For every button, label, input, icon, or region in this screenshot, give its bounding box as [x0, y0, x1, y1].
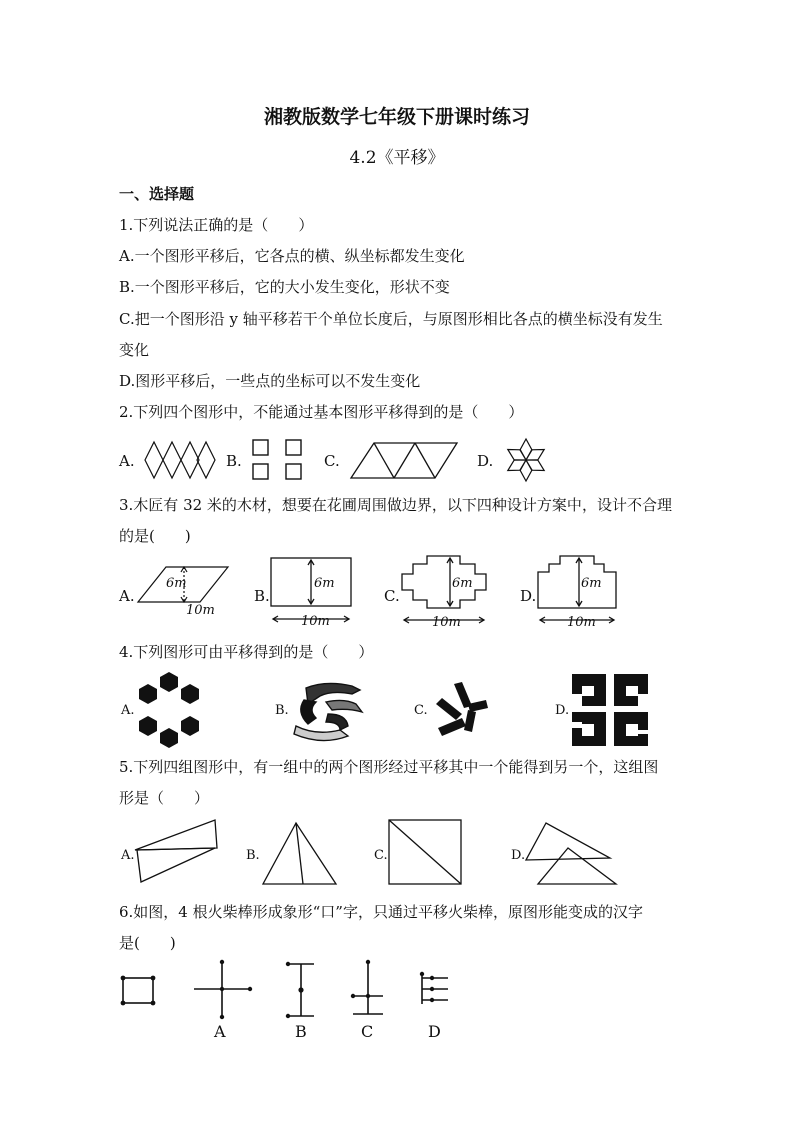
- q5-label-d: D.: [511, 848, 526, 863]
- q5-figure-d: [524, 820, 620, 888]
- q4-label-d: D.: [555, 703, 570, 718]
- q3-c-height-label: 6m: [452, 576, 473, 591]
- q4-label-a: A.: [121, 703, 135, 718]
- q3-label-c: C.: [384, 587, 400, 605]
- q1-option-c-cont: 变化: [119, 341, 150, 359]
- q2-label-c: C.: [324, 452, 340, 470]
- q2-figure-a: [143, 439, 215, 481]
- q4-figure-d: [570, 672, 650, 748]
- q3-label-b: B.: [254, 587, 270, 605]
- q6-label-b: B: [295, 1022, 307, 1041]
- q5-figure-c: [386, 818, 464, 888]
- q3-label-d: D.: [520, 587, 537, 605]
- q1-option-b: B.一个图形平移后，它的大小发生变化，形状不变: [119, 278, 450, 296]
- q3-c-width-label: 10m: [432, 615, 461, 630]
- q6-figure-c: [350, 960, 386, 1020]
- q3-b-height-label: 6m: [314, 576, 335, 591]
- q2-figure-b: [250, 437, 306, 483]
- q3-a-width-label: 10m: [186, 603, 215, 618]
- q4-figure-a: [134, 670, 204, 750]
- q5-label-b: B.: [246, 848, 260, 863]
- q5-stem-line2: 形是（ ）: [119, 789, 210, 807]
- q2-label-a: A.: [119, 452, 135, 470]
- q1-option-a: A.一个图形平移后，它各点的横、纵坐标都发生变化: [119, 247, 465, 265]
- q5-figure-a: [131, 818, 223, 886]
- q3-stem-line2: 的是( ): [119, 527, 191, 545]
- section-heading: 一、选择题: [119, 185, 195, 203]
- q6-label-c: C: [361, 1022, 374, 1041]
- q3-b-width-label: 10m: [301, 614, 330, 629]
- q3-d-height-label: 6m: [581, 576, 602, 591]
- q6-original-figure: [118, 974, 158, 1008]
- q2-label-d: D.: [477, 452, 494, 470]
- q4-label-b: B.: [275, 703, 289, 718]
- q5-figure-b: [260, 820, 340, 888]
- q5-label-c: C.: [374, 848, 388, 863]
- q4-stem: 4.下列图形可由平移得到的是（ ）: [119, 643, 374, 661]
- q5-label-a: A.: [121, 848, 135, 863]
- q4-figure-c: [428, 680, 490, 740]
- document-title: 湘教版数学七年级下册课时练习: [263, 106, 530, 128]
- q6-label-a: A: [214, 1022, 226, 1041]
- q3-stem-line1: 3.木匠有 32 米的木材，想要在花圃周围做边界，以下四种设计方案中，设计不合理: [119, 496, 672, 514]
- q2-figure-c: [349, 440, 461, 482]
- q6-stem-line1: 6.如图，4 根火柴棒形成象形“口”字，只通过平移火柴棒，原图形能变成的汉字: [119, 903, 643, 921]
- q1-option-c: C.把一个图形沿 y 轴平移若干个单位长度后，与原图形相比各点的横坐标没有发生: [119, 310, 663, 328]
- q4-label-c: C.: [414, 703, 428, 718]
- document-subtitle: 4.2《平移》: [349, 148, 445, 168]
- q3-label-a: A.: [119, 587, 135, 605]
- q1-option-d: D.图形平移后，一些点的坐标可以不发生变化: [119, 372, 421, 390]
- q3-a-height-label: 6m: [166, 576, 187, 591]
- q2-label-b: B.: [226, 452, 242, 470]
- q2-figure-d: [498, 436, 554, 484]
- q3-d-width-label: 10m: [567, 615, 596, 630]
- q6-stem-line2: 是( ): [119, 934, 176, 952]
- q2-stem: 2.下列四个图形中，不能通过基本图形平移得到的是（ ）: [119, 403, 524, 421]
- q4-figure-b: [286, 680, 368, 746]
- q1-stem: 1.下列说法正确的是（ ）: [119, 216, 314, 234]
- q6-figure-a: [192, 960, 252, 1020]
- q6-figure-d: [418, 970, 452, 1010]
- q5-stem-line1: 5.下列四组图形中，有一组中的两个图形经过平移其中一个能得到另一个，这组图: [119, 758, 659, 776]
- q6-label-d: D: [428, 1022, 441, 1041]
- q6-figure-b: [284, 960, 318, 1020]
